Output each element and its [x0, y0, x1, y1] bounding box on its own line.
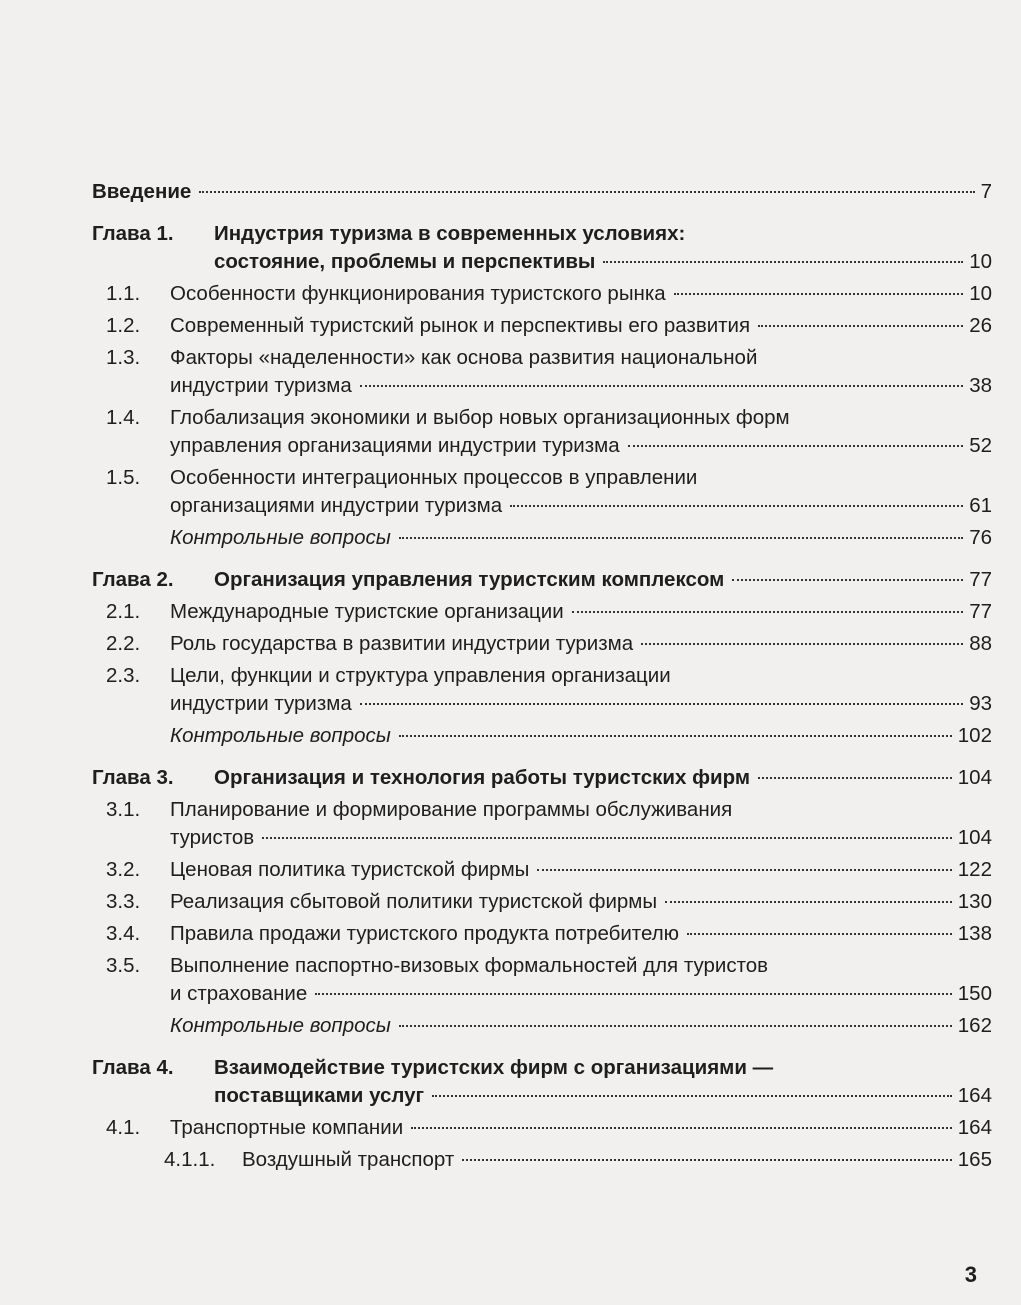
- toc-page-ref: 122: [957, 858, 992, 881]
- toc-number: 2.3.: [106, 664, 141, 687]
- toc-page-ref: 104: [957, 826, 992, 849]
- toc-line: [92, 824, 992, 852]
- toc-page-ref: 26: [969, 314, 992, 337]
- toc-page-ref: 104: [957, 766, 992, 789]
- toc-line: [92, 178, 992, 206]
- toc-questions: [92, 524, 992, 552]
- toc-title: и страхование: [170, 982, 308, 1005]
- toc-entry: [92, 312, 992, 340]
- toc-line: [92, 404, 992, 432]
- toc-title: Планирование и формирование программы обслуживания: [170, 798, 733, 821]
- toc-line: [92, 1054, 992, 1082]
- toc-entry: [92, 920, 992, 948]
- toc-number: 3.3.: [106, 890, 141, 913]
- toc-line: [92, 598, 992, 626]
- toc-number: 1.1.: [106, 282, 141, 305]
- toc-page-ref: 38: [969, 374, 992, 397]
- dot-leader: [687, 933, 952, 935]
- toc-line: [92, 662, 992, 690]
- toc-page-ref: 164: [957, 1084, 992, 1107]
- dot-leader: [537, 869, 951, 871]
- toc-title: Организация и технология работы туристских фирм: [214, 766, 751, 789]
- dot-leader: [411, 1127, 952, 1129]
- toc-line: [92, 764, 992, 792]
- toc-entry: [92, 888, 992, 916]
- toc-line: [92, 690, 992, 718]
- toc-number: 3.2.: [106, 858, 141, 881]
- toc-title: Особенности интеграционных процессов в управлении: [170, 466, 698, 489]
- dot-leader: [315, 993, 952, 995]
- toc-entry: [92, 404, 992, 460]
- toc-chapter: [92, 220, 992, 276]
- toc-title: Воздушный транспорт: [242, 1148, 455, 1171]
- toc-title: организациями индустрии туризма: [170, 494, 503, 517]
- toc-entry: [92, 856, 992, 884]
- toc-page-ref: 77: [969, 600, 992, 623]
- toc-line: [92, 312, 992, 340]
- dot-leader: [758, 777, 952, 779]
- dot-leader: [462, 1159, 952, 1161]
- toc-title: управления организациями индустрии туризма: [170, 434, 620, 457]
- toc-title: Контрольные вопросы: [170, 724, 391, 747]
- toc-entry: [92, 662, 992, 718]
- toc-number: Глава 2.: [92, 568, 174, 591]
- dot-leader: [732, 579, 963, 581]
- toc-title: туристов: [170, 826, 255, 849]
- toc-entry: [92, 598, 992, 626]
- dot-leader: [262, 837, 952, 839]
- toc-entry: [92, 464, 992, 520]
- toc-line: [92, 1146, 992, 1174]
- toc-number: 3.1.: [106, 798, 141, 821]
- toc-number: Глава 3.: [92, 766, 174, 789]
- toc-chapter: [92, 764, 992, 792]
- toc-line: [92, 796, 992, 824]
- dot-leader: [628, 445, 964, 447]
- toc-page-ref: 76: [969, 526, 992, 549]
- toc-title: Реализация сбытовой политики туристской фирмы: [170, 890, 658, 913]
- toc-line: [92, 280, 992, 308]
- toc-line: [92, 980, 992, 1008]
- toc-page-ref: 88: [969, 632, 992, 655]
- toc-title: индустрии туризма: [170, 692, 352, 715]
- toc-page-ref: 102: [957, 724, 992, 747]
- toc-line: [92, 524, 992, 552]
- toc-line: [92, 952, 992, 980]
- dot-leader: [572, 611, 963, 613]
- toc-page-ref: 164: [957, 1116, 992, 1139]
- toc-page-ref: 150: [957, 982, 992, 1005]
- toc-line: [92, 722, 992, 750]
- toc-line: [92, 492, 992, 520]
- toc-line: [92, 888, 992, 916]
- toc-title: Взаимодействие туристских фирм с организациями —: [214, 1056, 774, 1079]
- toc-title: Правила продажи туристского продукта потребителю: [170, 922, 680, 945]
- toc-number: 4.1.: [106, 1116, 141, 1139]
- dot-leader: [399, 735, 952, 737]
- toc-line: [92, 248, 992, 276]
- toc-title: Введение: [92, 180, 192, 203]
- toc-page-ref: 165: [957, 1148, 992, 1171]
- toc-line: [92, 920, 992, 948]
- toc-page-ref: 77: [969, 568, 992, 591]
- toc-title: Цели, функции и структура управления организации: [170, 664, 671, 687]
- toc-questions: [92, 722, 992, 750]
- toc-entry: [92, 178, 992, 206]
- dot-leader: [432, 1095, 952, 1097]
- toc-title: Современный туристский рынок и перспективы его развития: [170, 314, 751, 337]
- toc-entry: [92, 952, 992, 1008]
- toc-line: [92, 1012, 992, 1040]
- toc-line: [92, 372, 992, 400]
- dot-leader: [360, 703, 963, 705]
- table-of-contents: [92, 178, 992, 1174]
- dot-leader: [199, 191, 974, 193]
- toc-number: Глава 4.: [92, 1056, 174, 1079]
- toc-line: [92, 464, 992, 492]
- toc-title: Ценовая политика туристской фирмы: [170, 858, 530, 881]
- toc-line: [92, 1114, 992, 1142]
- toc-number: 1.5.: [106, 466, 141, 489]
- toc-line: [92, 432, 992, 460]
- dot-leader: [399, 1025, 952, 1027]
- toc-chapter: [92, 566, 992, 594]
- toc-chapter: [92, 1054, 992, 1110]
- toc-entry: [92, 1146, 992, 1174]
- toc-number: 2.1.: [106, 600, 141, 623]
- toc-number: 1.4.: [106, 406, 141, 429]
- toc-title: Факторы «наделенности» как основа развития национальной: [170, 346, 758, 369]
- toc-entry: [92, 796, 992, 852]
- toc-number: 3.5.: [106, 954, 141, 977]
- toc-title: Транспортные компании: [170, 1116, 404, 1139]
- toc-title: Индустрия туризма в современных условиях:: [214, 222, 686, 245]
- toc-line: [92, 1082, 992, 1110]
- toc-number: 1.3.: [106, 346, 141, 369]
- dot-leader: [758, 325, 963, 327]
- dot-leader: [360, 385, 963, 387]
- dot-leader: [510, 505, 963, 507]
- toc-page-ref: 10: [969, 250, 992, 273]
- dot-leader: [641, 643, 963, 645]
- toc-number: 1.2.: [106, 314, 141, 337]
- toc-line: [92, 220, 992, 248]
- page-number: 3: [964, 1262, 977, 1287]
- toc-questions: [92, 1012, 992, 1040]
- dot-leader: [603, 261, 963, 263]
- toc-number: 4.1.1.: [164, 1148, 216, 1171]
- toc-page-ref: 52: [969, 434, 992, 457]
- toc-title: Глобализация экономики и выбор новых организационных форм: [170, 406, 790, 429]
- toc-page-ref: 130: [957, 890, 992, 913]
- toc-title: Роль государства в развитии индустрии туризма: [170, 632, 634, 655]
- toc-number: 3.4.: [106, 922, 141, 945]
- toc-title: поставщиками услуг: [214, 1084, 425, 1107]
- toc-line: [92, 566, 992, 594]
- toc-page-ref: 7: [980, 180, 992, 203]
- toc-entry: [92, 280, 992, 308]
- toc-page-ref: 162: [957, 1014, 992, 1037]
- toc-line: [92, 856, 992, 884]
- toc-number: 2.2.: [106, 632, 141, 655]
- toc-page-ref: 138: [957, 922, 992, 945]
- toc-title: Контрольные вопросы: [170, 1014, 391, 1037]
- toc-title: Контрольные вопросы: [170, 526, 391, 549]
- toc-title: состояние, проблемы и перспективы: [214, 250, 596, 273]
- dot-leader: [399, 537, 963, 539]
- toc-entry: [92, 344, 992, 400]
- toc-line: [92, 344, 992, 372]
- toc-title: индустрии туризма: [170, 374, 352, 397]
- toc-title: Особенности функционирования туристского рынка: [170, 282, 666, 305]
- toc-entry: [92, 630, 992, 658]
- toc-title: Международные туристские организации: [170, 600, 564, 623]
- toc-page-ref: 93: [969, 692, 992, 715]
- toc-title: Организация управления туристским комплексом: [214, 568, 725, 591]
- toc-number: Глава 1.: [92, 222, 174, 245]
- dot-leader: [674, 293, 963, 295]
- toc-entry: [92, 1114, 992, 1142]
- toc-line: [92, 630, 992, 658]
- toc-page-ref: 61: [969, 494, 992, 517]
- dot-leader: [665, 901, 952, 903]
- toc-title: Выполнение паспортно-визовых формальностей для туристов: [170, 954, 769, 977]
- toc-page-ref: 10: [969, 282, 992, 305]
